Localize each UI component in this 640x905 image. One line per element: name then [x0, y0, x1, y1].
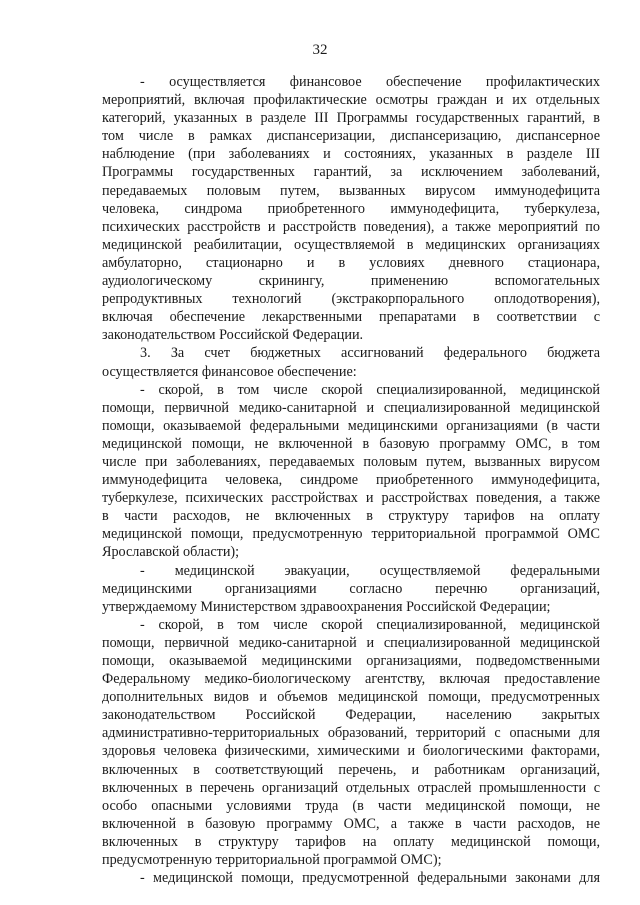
text-line: включенных в структуру тарифов на оплату медицинской помощи,: [102, 833, 600, 850]
text-line: помощи, первичной медико-санитарной и специализированной медицинской: [102, 399, 600, 416]
text-line: медицинской помощи, предусмотренную территориальной программой ОМС: [102, 526, 600, 543]
text-line: Федеральному медико-биологическому агентству, включая предоставление: [102, 671, 600, 688]
text-line: репродуктивных технологий (экстракорпорального оплодотворения),: [102, 291, 600, 308]
body-text: [102, 73, 600, 887]
page-number: 32: [312, 42, 328, 58]
text-line: амбулаторно, стационарно и в условиях дневного стационара,: [102, 254, 600, 271]
text-line: наблюдение (при заболеваниях и состояниях, указанных в разделе III: [102, 146, 600, 163]
text-line: Программы государственных гарантий, за исключением заболеваний,: [102, 164, 600, 181]
text-line: - осуществляется финансовое обеспечение профилактических: [140, 74, 600, 90]
text-line: здоровья человека физическими, химическими и биологическими факторами,: [102, 743, 600, 760]
text-line: туберкулезе, психических расстройствах и расстройствах поведения, а также: [102, 490, 600, 507]
text-line: человека, синдрома приобретенного иммунодефицита, туберкулеза,: [102, 200, 600, 217]
text-line: медицинской реабилитации, осуществляемой в медицинских организациях: [102, 236, 600, 253]
text-line: медицинскими организациями согласно перечню организаций,: [102, 580, 600, 597]
text-line: включенной в базовую программу ОМС, а также в части расходов, не: [102, 815, 600, 832]
text-line: медицинской помощи, не включенной в базовую программу ОМС, в том: [102, 435, 600, 452]
text-line: 3. За счет бюджетных ассигнований федерального бюджета: [140, 345, 600, 362]
text-line: осуществляется финансовое обеспечение:: [102, 363, 357, 380]
text-line: - скорой, в том числе скорой специализированной, медицинской: [140, 381, 600, 398]
text-line: дополнительных видов и объемов медицинской помощи, предусмотренных: [102, 689, 600, 706]
text-line: законодательством Российской Федерации, населению закрытых: [102, 707, 600, 724]
text-line: - медицинской помощи, предусмотренной федеральными законами для: [140, 870, 600, 887]
text-line: том числе в рамках диспансеризации, диспансеризацию, диспансерное: [102, 128, 600, 145]
text-line: помощи, оказываемой федеральными медицинскими организациями (в части: [102, 417, 600, 434]
text-line: аудиологическому скринингу, применению вспомогательных: [102, 273, 600, 290]
text-line: передаваемых половым путем, вызванных вирусом иммунодефицита: [102, 182, 600, 199]
text-line: числе при заболеваниях, передаваемых половым путем, вызванных вирусом: [102, 453, 600, 470]
text-line: включенных в соответствующий перечень, и работникам организаций,: [102, 761, 600, 778]
text-line: - скорой, в том числе скорой специализированной, медицинской: [140, 616, 600, 633]
text-line: Ярославской области);: [102, 544, 240, 561]
text-line: категорий, указанных в разделе III Программы государственных гарантий, в: [102, 110, 600, 127]
text-line: в части расходов, не включенных в структуру тарифов на оплату: [102, 508, 600, 525]
text-line: включенных в перечень организаций отдельных отраслей промышленности с: [102, 779, 600, 796]
text-line: иммунодефицита человека, синдроме приобретенного иммунодефицита,: [102, 472, 600, 489]
text-line: помощи, первичной медико-санитарной и специализированной медицинской: [102, 634, 600, 651]
text-line: мероприятий, включая профилактические осмотры граждан и их отдельных: [102, 92, 600, 109]
text-line: включая обеспечение лекарственными препаратами в соответствии с: [102, 309, 600, 326]
text-line: административно-территориальных образований, территорий с опасными для: [102, 725, 600, 742]
text-line: предусмотренную территориальной программой ОМС);: [102, 852, 442, 869]
text-line: утверждаемому Министерством здравоохранения Российской Федерации;: [102, 598, 551, 615]
text-line: помощи, оказываемой медицинскими организациями, подведомственными: [102, 653, 600, 669]
text-line: законодательством Российской Федерации.: [102, 327, 364, 344]
text-line: психических расстройств и расстройств поведения), а также мероприятий по: [102, 218, 600, 235]
text-line: - медицинской эвакуации, осуществляемой федеральными: [140, 562, 600, 579]
text-line: особо опасными условиями труда (в части медицинской помощи, не: [102, 797, 600, 814]
